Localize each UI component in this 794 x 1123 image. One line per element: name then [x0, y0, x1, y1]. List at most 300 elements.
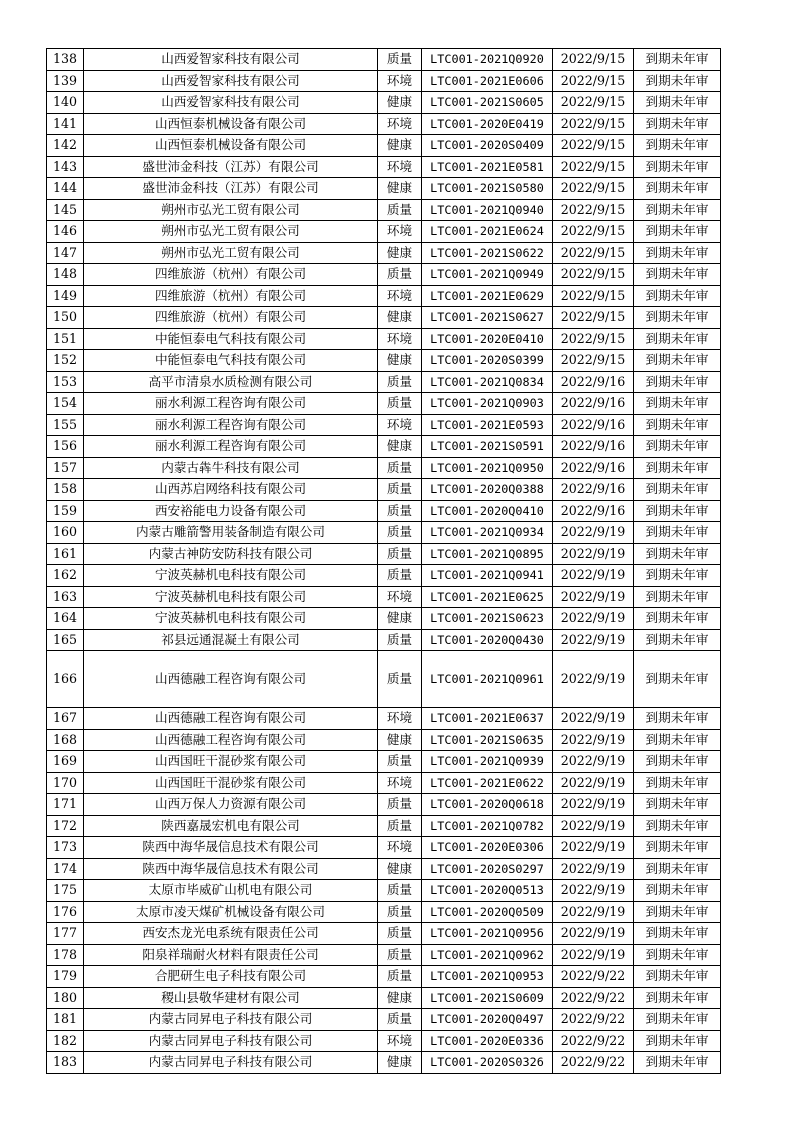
certificate-number: LTC001-2021Q0940 [422, 199, 553, 221]
certificate-number: LTC001-2021Q0949 [422, 264, 553, 286]
due-date: 2022/9/15 [553, 70, 634, 92]
table-row [47, 794, 721, 816]
company-name: 陕西中海华晟信息技术有限公司 [84, 858, 378, 880]
table-row [47, 1030, 721, 1052]
due-date: 2022/9/16 [553, 414, 634, 436]
company-name: 丽水利源工程咨询有限公司 [84, 414, 378, 436]
row-number: 141 [47, 113, 84, 135]
company-name: 盛世沛金科技（江苏）有限公司 [84, 156, 378, 178]
row-number: 164 [47, 608, 84, 630]
table-row [47, 815, 721, 837]
audit-status: 到期未年审 [634, 651, 721, 708]
certification-type: 质量 [378, 522, 422, 544]
row-number: 161 [47, 543, 84, 565]
due-date: 2022/9/16 [553, 436, 634, 458]
company-name: 西安杰龙光电系统有限责任公司 [84, 923, 378, 945]
due-date: 2022/9/15 [553, 49, 634, 71]
due-date: 2022/9/15 [553, 328, 634, 350]
company-name: 山西爱智家科技有限公司 [84, 70, 378, 92]
certification-type: 健康 [378, 858, 422, 880]
audit-status: 到期未年审 [634, 966, 721, 988]
certification-type: 质量 [378, 479, 422, 501]
due-date: 2022/9/16 [553, 457, 634, 479]
certificate-number: LTC001-2021Q0782 [422, 815, 553, 837]
certificate-number: LTC001-2021S0623 [422, 608, 553, 630]
due-date: 2022/9/15 [553, 264, 634, 286]
company-name: 山西苏启网络科技有限公司 [84, 479, 378, 501]
certificate-number: LTC001-2020Q0513 [422, 880, 553, 902]
certificate-number: LTC001-2020S0297 [422, 858, 553, 880]
row-number: 167 [47, 708, 84, 730]
audit-status: 到期未年审 [634, 500, 721, 522]
due-date: 2022/9/19 [553, 708, 634, 730]
due-date: 2022/9/19 [553, 815, 634, 837]
certification-type: 质量 [378, 815, 422, 837]
audit-status: 到期未年审 [634, 1052, 721, 1074]
audit-status: 到期未年审 [634, 457, 721, 479]
due-date: 2022/9/16 [553, 479, 634, 501]
company-name: 山西德融工程咨询有限公司 [84, 708, 378, 730]
company-name: 内蒙古同昇电子科技有限公司 [84, 1030, 378, 1052]
audit-status: 到期未年审 [634, 242, 721, 264]
company-name: 山西国旺干混砂浆有限公司 [84, 772, 378, 794]
table-row [47, 371, 721, 393]
due-date: 2022/9/19 [553, 629, 634, 651]
due-date: 2022/9/19 [553, 858, 634, 880]
due-date: 2022/9/15 [553, 135, 634, 157]
certification-type: 质量 [378, 371, 422, 393]
audit-status: 到期未年审 [634, 729, 721, 751]
certification-type: 环境 [378, 708, 422, 730]
audit-status: 到期未年审 [634, 608, 721, 630]
row-number: 175 [47, 880, 84, 902]
due-date: 2022/9/19 [553, 608, 634, 630]
table-row [47, 565, 721, 587]
row-number: 180 [47, 987, 84, 1009]
certification-type: 质量 [378, 543, 422, 565]
certification-type: 质量 [378, 565, 422, 587]
row-number: 160 [47, 522, 84, 544]
certification-type: 质量 [378, 457, 422, 479]
audit-status: 到期未年审 [634, 1009, 721, 1031]
certification-type: 质量 [378, 500, 422, 522]
audit-status: 到期未年审 [634, 708, 721, 730]
certification-type: 环境 [378, 221, 422, 243]
due-date: 2022/9/15 [553, 307, 634, 329]
certification-type: 环境 [378, 285, 422, 307]
due-date: 2022/9/22 [553, 987, 634, 1009]
due-date: 2022/9/19 [553, 772, 634, 794]
row-number: 138 [47, 49, 84, 71]
certificate-number: LTC001-2020S0409 [422, 135, 553, 157]
table-row [47, 858, 721, 880]
row-number: 168 [47, 729, 84, 751]
row-number: 143 [47, 156, 84, 178]
audit-status: 到期未年审 [634, 285, 721, 307]
table-row [47, 49, 721, 71]
table-row [47, 708, 721, 730]
due-date: 2022/9/19 [553, 651, 634, 708]
certificate-number: LTC001-2021E0581 [422, 156, 553, 178]
audit-status: 到期未年审 [634, 49, 721, 71]
row-number: 139 [47, 70, 84, 92]
due-date: 2022/9/16 [553, 371, 634, 393]
table-row [47, 307, 721, 329]
due-date: 2022/9/19 [553, 794, 634, 816]
certificate-number: LTC001-2020E0419 [422, 113, 553, 135]
certificate-number: LTC001-2021E0624 [422, 221, 553, 243]
due-date: 2022/9/19 [553, 522, 634, 544]
certification-type: 质量 [378, 901, 422, 923]
audit-status: 到期未年审 [634, 156, 721, 178]
due-date: 2022/9/15 [553, 178, 634, 200]
audit-status: 到期未年审 [634, 880, 721, 902]
table-row [47, 113, 721, 135]
table-row [47, 221, 721, 243]
company-name: 陕西中海华晟信息技术有限公司 [84, 837, 378, 859]
row-number: 156 [47, 436, 84, 458]
due-date: 2022/9/15 [553, 285, 634, 307]
row-number: 144 [47, 178, 84, 200]
due-date: 2022/9/15 [553, 113, 634, 135]
due-date: 2022/9/15 [553, 242, 634, 264]
table-row [47, 651, 721, 708]
company-name: 四维旅游（杭州）有限公司 [84, 307, 378, 329]
certificate-number: LTC001-2021Q0939 [422, 751, 553, 773]
row-number: 152 [47, 350, 84, 372]
certificate-number: LTC001-2021S0591 [422, 436, 553, 458]
audit-status: 到期未年审 [634, 199, 721, 221]
row-number: 170 [47, 772, 84, 794]
certification-type: 质量 [378, 966, 422, 988]
due-date: 2022/9/19 [553, 751, 634, 773]
table-row [47, 751, 721, 773]
due-date: 2022/9/22 [553, 1009, 634, 1031]
row-number: 159 [47, 500, 84, 522]
due-date: 2022/9/22 [553, 966, 634, 988]
row-number: 147 [47, 242, 84, 264]
certification-type: 环境 [378, 414, 422, 436]
due-date: 2022/9/15 [553, 221, 634, 243]
certificate-number: LTC001-2021E0629 [422, 285, 553, 307]
audit-status: 到期未年审 [634, 371, 721, 393]
certification-type: 健康 [378, 350, 422, 372]
certification-type: 质量 [378, 49, 422, 71]
due-date: 2022/9/22 [553, 1052, 634, 1074]
row-number: 153 [47, 371, 84, 393]
certification-type: 环境 [378, 113, 422, 135]
certificate-number: LTC001-2020Q0497 [422, 1009, 553, 1031]
table-row [47, 987, 721, 1009]
row-number: 176 [47, 901, 84, 923]
certificate-number: LTC001-2021Q0920 [422, 49, 553, 71]
company-name: 合肥研生电子科技有限公司 [84, 966, 378, 988]
certification-type: 质量 [378, 264, 422, 286]
certification-type: 环境 [378, 328, 422, 350]
audit-status: 到期未年审 [634, 1030, 721, 1052]
due-date: 2022/9/19 [553, 543, 634, 565]
row-number: 181 [47, 1009, 84, 1031]
due-date: 2022/9/22 [553, 1030, 634, 1052]
certification-type: 质量 [378, 923, 422, 945]
audit-status: 到期未年审 [634, 479, 721, 501]
certificate-number: LTC001-2021Q0953 [422, 966, 553, 988]
certification-type: 健康 [378, 987, 422, 1009]
company-name: 陕西嘉晟宏机电有限公司 [84, 815, 378, 837]
certification-type: 健康 [378, 178, 422, 200]
certificate-number: LTC001-2021Q0956 [422, 923, 553, 945]
certificate-number: LTC001-2021Q0934 [422, 522, 553, 544]
table-row [47, 350, 721, 372]
company-name: 太原市毕威矿山机电有限公司 [84, 880, 378, 902]
audit-status: 到期未年审 [634, 135, 721, 157]
certificate-number: LTC001-2020E0410 [422, 328, 553, 350]
certificate-number: LTC001-2020E0306 [422, 837, 553, 859]
certification-type: 质量 [378, 1009, 422, 1031]
table-row [47, 837, 721, 859]
certification-type: 环境 [378, 837, 422, 859]
company-name: 宁波英赫机电科技有限公司 [84, 586, 378, 608]
company-name: 稷山县敬华建材有限公司 [84, 987, 378, 1009]
company-name: 内蒙古同昇电子科技有限公司 [84, 1052, 378, 1074]
company-name: 盛世沛金科技（江苏）有限公司 [84, 178, 378, 200]
row-number: 146 [47, 221, 84, 243]
certification-type: 健康 [378, 135, 422, 157]
certificate-number: LTC001-2021S0580 [422, 178, 553, 200]
due-date: 2022/9/19 [553, 880, 634, 902]
table-row [47, 479, 721, 501]
certificate-number: LTC001-2020Q0410 [422, 500, 553, 522]
audit-status: 到期未年审 [634, 92, 721, 114]
certificate-number: LTC001-2021Q0895 [422, 543, 553, 565]
company-name: 西安裕能电力设备有限公司 [84, 500, 378, 522]
company-name: 朔州市弘光工贸有限公司 [84, 221, 378, 243]
company-name: 内蒙古神防安防科技有限公司 [84, 543, 378, 565]
table-body [47, 49, 721, 1074]
certificate-number: LTC001-2021E0593 [422, 414, 553, 436]
due-date: 2022/9/16 [553, 500, 634, 522]
due-date: 2022/9/19 [553, 729, 634, 751]
row-number: 142 [47, 135, 84, 157]
row-number: 149 [47, 285, 84, 307]
due-date: 2022/9/15 [553, 199, 634, 221]
table-row [47, 500, 721, 522]
certificate-number: LTC001-2020Q0618 [422, 794, 553, 816]
company-name: 山西恒泰机械设备有限公司 [84, 113, 378, 135]
audit-status: 到期未年审 [634, 858, 721, 880]
company-name: 中能恒泰电气科技有限公司 [84, 350, 378, 372]
audit-status: 到期未年审 [634, 923, 721, 945]
table-row [47, 457, 721, 479]
audit-status: 到期未年审 [634, 944, 721, 966]
audit-status: 到期未年审 [634, 794, 721, 816]
table-row [47, 772, 721, 794]
table-row [47, 328, 721, 350]
table-row [47, 629, 721, 651]
due-date: 2022/9/19 [553, 901, 634, 923]
company-name: 山西万保人力资源有限公司 [84, 794, 378, 816]
table-row [47, 901, 721, 923]
certificate-number: LTC001-2021Q0834 [422, 371, 553, 393]
table-row [47, 264, 721, 286]
row-number: 174 [47, 858, 84, 880]
company-name: 朔州市弘光工贸有限公司 [84, 242, 378, 264]
certificate-number: LTC001-2020S0326 [422, 1052, 553, 1074]
audit-status: 到期未年审 [634, 350, 721, 372]
table-row [47, 923, 721, 945]
due-date: 2022/9/16 [553, 393, 634, 415]
table-row [47, 178, 721, 200]
certification-type: 健康 [378, 307, 422, 329]
row-number: 157 [47, 457, 84, 479]
due-date: 2022/9/19 [553, 923, 634, 945]
due-date: 2022/9/15 [553, 156, 634, 178]
audit-status: 到期未年审 [634, 837, 721, 859]
table-row [47, 414, 721, 436]
company-name: 高平市清泉水质检测有限公司 [84, 371, 378, 393]
due-date: 2022/9/19 [553, 565, 634, 587]
certificate-number: LTC001-2021S0622 [422, 242, 553, 264]
row-number: 166 [47, 651, 84, 708]
company-name: 山西爱智家科技有限公司 [84, 92, 378, 114]
certificate-number: LTC001-2021S0609 [422, 987, 553, 1009]
certification-type: 质量 [378, 751, 422, 773]
certificate-number: LTC001-2021Q0950 [422, 457, 553, 479]
company-name: 山西国旺干混砂浆有限公司 [84, 751, 378, 773]
company-name: 朔州市弘光工贸有限公司 [84, 199, 378, 221]
audit-status: 到期未年审 [634, 328, 721, 350]
company-name: 祁县远通混凝土有限公司 [84, 629, 378, 651]
certificate-number: LTC001-2021E0622 [422, 772, 553, 794]
certification-type: 质量 [378, 880, 422, 902]
row-number: 178 [47, 944, 84, 966]
table-row [47, 436, 721, 458]
company-name: 内蒙古雕箭警用装备制造有限公司 [84, 522, 378, 544]
audit-status: 到期未年审 [634, 901, 721, 923]
row-number: 148 [47, 264, 84, 286]
audit-status: 到期未年审 [634, 815, 721, 837]
row-number: 169 [47, 751, 84, 773]
table-row [47, 729, 721, 751]
row-number: 183 [47, 1052, 84, 1074]
due-date: 2022/9/19 [553, 837, 634, 859]
audit-status: 到期未年审 [634, 436, 721, 458]
table-row [47, 156, 721, 178]
row-number: 155 [47, 414, 84, 436]
row-number: 163 [47, 586, 84, 608]
certificate-number: LTC001-2021Q0941 [422, 565, 553, 587]
row-number: 172 [47, 815, 84, 837]
certificate-number: LTC001-2021Q0962 [422, 944, 553, 966]
row-number: 182 [47, 1030, 84, 1052]
company-name: 丽水利源工程咨询有限公司 [84, 436, 378, 458]
company-name: 内蒙古同昇电子科技有限公司 [84, 1009, 378, 1031]
table-row [47, 880, 721, 902]
audit-status: 到期未年审 [634, 307, 721, 329]
certificate-number: LTC001-2021Q0961 [422, 651, 553, 708]
company-name: 中能恒泰电气科技有限公司 [84, 328, 378, 350]
table-row [47, 966, 721, 988]
table-row [47, 944, 721, 966]
table-row [47, 1009, 721, 1031]
certification-type: 健康 [378, 242, 422, 264]
table-row [47, 135, 721, 157]
audit-status: 到期未年审 [634, 264, 721, 286]
certification-type: 健康 [378, 92, 422, 114]
certification-type: 健康 [378, 729, 422, 751]
audit-status: 到期未年审 [634, 629, 721, 651]
table-row [47, 199, 721, 221]
certification-type: 健康 [378, 608, 422, 630]
table-row [47, 285, 721, 307]
due-date: 2022/9/19 [553, 944, 634, 966]
certificate-number: LTC001-2020Q0430 [422, 629, 553, 651]
row-number: 179 [47, 966, 84, 988]
row-number: 177 [47, 923, 84, 945]
audit-status: 到期未年审 [634, 586, 721, 608]
company-name: 内蒙古犇牛科技有限公司 [84, 457, 378, 479]
audit-status: 到期未年审 [634, 772, 721, 794]
row-number: 165 [47, 629, 84, 651]
certificate-number: LTC001-2021S0635 [422, 729, 553, 751]
row-number: 173 [47, 837, 84, 859]
table-row [47, 608, 721, 630]
certification-type: 环境 [378, 156, 422, 178]
certification-type: 健康 [378, 436, 422, 458]
certificate-number: LTC001-2021Q0903 [422, 393, 553, 415]
row-number: 150 [47, 307, 84, 329]
table-row [47, 543, 721, 565]
row-number: 151 [47, 328, 84, 350]
certificate-number: LTC001-2020S0399 [422, 350, 553, 372]
certificate-number: LTC001-2021E0637 [422, 708, 553, 730]
due-date: 2022/9/19 [553, 586, 634, 608]
certification-type: 质量 [378, 651, 422, 708]
table-row [47, 393, 721, 415]
audit-status: 到期未年审 [634, 393, 721, 415]
audit-status: 到期未年审 [634, 70, 721, 92]
certification-type: 质量 [378, 199, 422, 221]
company-name: 山西德融工程咨询有限公司 [84, 729, 378, 751]
due-date: 2022/9/15 [553, 350, 634, 372]
table-row [47, 586, 721, 608]
audit-status: 到期未年审 [634, 522, 721, 544]
certificate-number: LTC001-2021E0606 [422, 70, 553, 92]
row-number: 158 [47, 479, 84, 501]
company-name: 四维旅游（杭州）有限公司 [84, 264, 378, 286]
certification-type: 环境 [378, 1030, 422, 1052]
certification-type: 健康 [378, 1052, 422, 1074]
company-name: 丽水利源工程咨询有限公司 [84, 393, 378, 415]
company-name: 宁波英赫机电科技有限公司 [84, 565, 378, 587]
audit-status: 到期未年审 [634, 414, 721, 436]
company-name: 四维旅游（杭州）有限公司 [84, 285, 378, 307]
certificate-number: LTC001-2021E0625 [422, 586, 553, 608]
company-name: 山西德融工程咨询有限公司 [84, 651, 378, 708]
certification-type: 质量 [378, 944, 422, 966]
table-row [47, 1052, 721, 1074]
table-row [47, 70, 721, 92]
audit-status: 到期未年审 [634, 987, 721, 1009]
row-number: 171 [47, 794, 84, 816]
company-name: 太原市凌天煤矿机械设备有限公司 [84, 901, 378, 923]
audit-status: 到期未年审 [634, 751, 721, 773]
certificate-number: LTC001-2020E0336 [422, 1030, 553, 1052]
certification-type: 环境 [378, 586, 422, 608]
certificate-table [46, 48, 721, 1074]
certificate-number: LTC001-2020Q0388 [422, 479, 553, 501]
company-name: 宁波英赫机电科技有限公司 [84, 608, 378, 630]
